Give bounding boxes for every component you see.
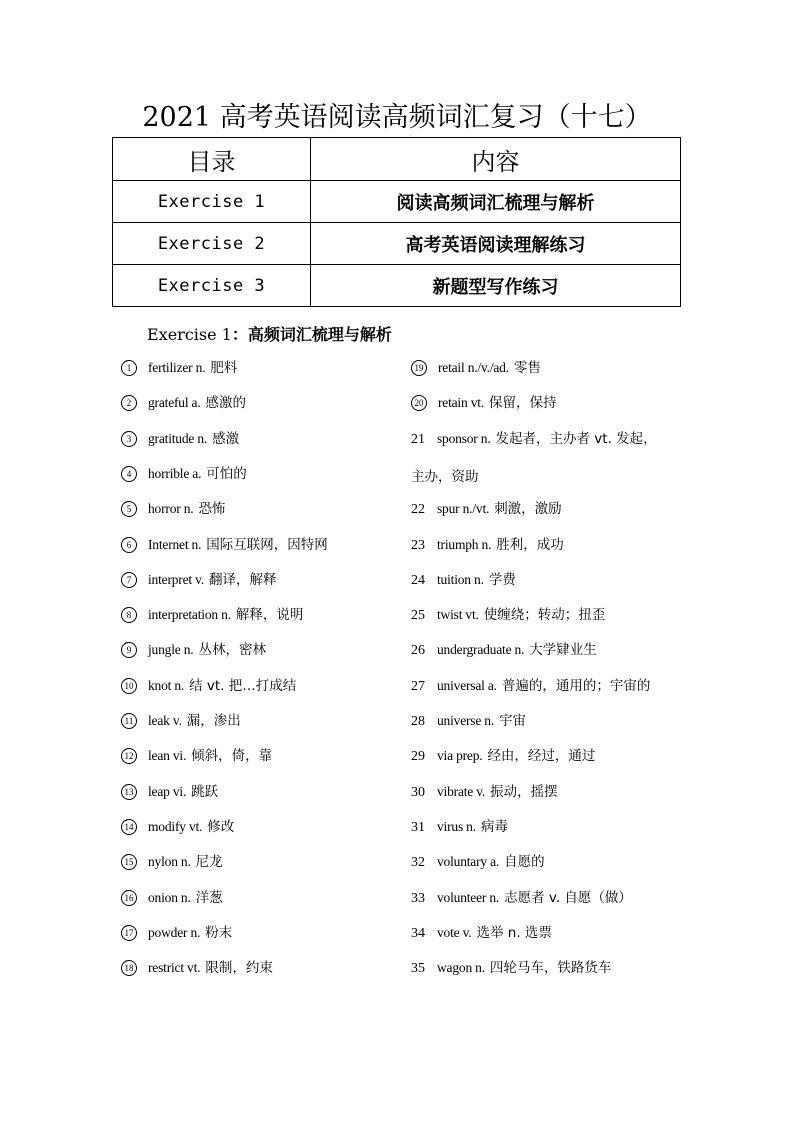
vocab-definition: 经由，经过，通过 xyxy=(487,748,596,765)
vocab-entry xyxy=(121,783,218,801)
vocab-entry xyxy=(411,359,541,377)
contents-header-content: 内容 xyxy=(311,138,681,181)
vocab-entry xyxy=(121,606,303,624)
vocab-entry xyxy=(411,959,611,978)
vocab-word: lean vi. xyxy=(148,748,187,764)
vocab-word: restrict vt. xyxy=(148,960,201,976)
vocab-word: horror n. xyxy=(148,501,194,517)
vocab-number: 4 xyxy=(121,466,137,482)
vocab-entry xyxy=(121,747,272,765)
vocab-word: knot n. xyxy=(148,677,185,693)
vocab-entry xyxy=(411,536,564,555)
vocab-definition: 倾斜，倚，靠 xyxy=(191,748,273,765)
vocab-entry xyxy=(411,394,556,412)
vocab-number: 14 xyxy=(121,819,137,835)
vocab-definition: 志愿者 v. 自愿（做） xyxy=(504,889,632,906)
vocab-number: 3 xyxy=(121,431,137,447)
vocab-word: grateful a. xyxy=(148,395,201,411)
vocab-number: 7 xyxy=(121,572,137,588)
vocab-definition: 感激的 xyxy=(205,395,247,412)
vocab-word: interpret v. xyxy=(148,571,204,587)
vocab-word: volunteer n. xyxy=(437,889,500,905)
vocab-definition: 胜利，成功 xyxy=(496,536,564,553)
vocab-definition: 学费 xyxy=(488,571,516,588)
vocab-definition: 保留，保持 xyxy=(488,395,557,412)
vocab-entry xyxy=(411,641,597,660)
vocab-definition: 振动，摇摆 xyxy=(490,783,558,800)
vocab-number: 16 xyxy=(121,890,137,906)
vocab-entry xyxy=(411,853,545,872)
exercise-content: 高考英语阅读理解练习 xyxy=(311,223,681,265)
vocab-number: 32 xyxy=(411,855,425,871)
vocab-entry xyxy=(411,818,508,837)
vocab-entry xyxy=(411,677,650,696)
vocab-entry xyxy=(121,465,247,483)
vocab-word: modify vt. xyxy=(148,818,203,834)
vocab-definition: 粉末 xyxy=(205,924,233,941)
vocab-definition: 选举 n. 选票 xyxy=(476,924,552,941)
vocab-number: 21 xyxy=(411,431,425,447)
vocab-definition: 结 vt. 把…打成结 xyxy=(189,677,297,694)
vocab-word: via prep. xyxy=(437,748,483,764)
vocab-number: 22 xyxy=(411,502,425,518)
vocab-definition: 零售 xyxy=(513,360,541,376)
vocab-word: onion n. xyxy=(148,889,191,905)
vocab-entry xyxy=(121,677,296,695)
vocab-number: 2 xyxy=(121,395,137,411)
exercise-name: Exercise 2 xyxy=(113,223,311,265)
section-label: Exercise 1 xyxy=(147,325,232,344)
vocab-word: retain vt. xyxy=(438,395,484,411)
vocab-definition: 解释，说明 xyxy=(235,607,304,624)
vocab-number: 15 xyxy=(121,854,137,870)
vocab-continuation: 主办，资助 xyxy=(411,468,479,485)
vocab-definition: 感激 xyxy=(212,430,240,447)
section-title: ：高频词汇梳理与解析 xyxy=(231,325,392,344)
vocab-word: tuition n. xyxy=(437,571,484,587)
vocab-entry xyxy=(411,500,562,519)
vocab-definition: 大学肄业生 xyxy=(529,642,597,659)
vocab-entry xyxy=(411,430,657,449)
vocab-entry xyxy=(411,712,526,731)
vocab-entry xyxy=(121,853,223,871)
vocab-word: leap vi. xyxy=(148,783,187,799)
vocab-word: interpretation n. xyxy=(148,607,231,623)
vocab-entry xyxy=(411,783,558,802)
vocab-number: 34 xyxy=(411,925,425,941)
vocab-definition: 病毒 xyxy=(480,818,508,835)
vocab-definition: 限制，约束 xyxy=(205,960,273,977)
vocab-definition: 洋葱 xyxy=(195,889,223,906)
vocab-number: 31 xyxy=(411,819,425,835)
vocab-entry xyxy=(121,712,241,730)
vocab-entry xyxy=(121,924,232,942)
vocab-entry xyxy=(121,394,246,412)
vocab-word: powder n. xyxy=(148,924,201,940)
vocab-definition: 普遍的，通用的；宇宙的 xyxy=(501,677,651,694)
vocab-entry xyxy=(121,889,223,907)
vocab-definition: 翻译，解释 xyxy=(208,571,277,588)
vocab-word: horrible a. xyxy=(148,465,202,481)
vocab-word: vote v. xyxy=(437,924,472,940)
vocab-definition: 修改 xyxy=(207,818,235,835)
vocab-word: triumph n. xyxy=(437,536,492,552)
vocab-definition: 尼龙 xyxy=(195,854,223,871)
vocab-word: leak v. xyxy=(148,713,182,728)
vocab-number: 33 xyxy=(411,890,425,906)
vocab-definition: 跳跃 xyxy=(191,783,219,800)
vocab-entry xyxy=(121,430,239,448)
vocab-number: 29 xyxy=(411,749,425,765)
vocab-entry xyxy=(121,536,328,554)
vocab-number: 18 xyxy=(121,960,137,976)
vocab-entry xyxy=(121,500,225,518)
vocab-word: universe n. xyxy=(437,713,495,728)
vocab-definition: 宇宙 xyxy=(499,713,527,729)
vocab-entry xyxy=(411,571,516,590)
vocab-entry xyxy=(411,747,595,766)
vocab-word: sponsor n. xyxy=(437,430,491,446)
vocab-number: 24 xyxy=(411,572,425,588)
vocab-definition: 恐怖 xyxy=(198,501,226,518)
vocab-entry xyxy=(411,606,605,625)
contents-header-index: 目录 xyxy=(113,138,311,181)
exercise-name: Exercise 1 xyxy=(113,181,311,223)
vocab-word: retail n./v./ad. xyxy=(438,360,509,375)
vocab-word: twist vt. xyxy=(437,607,479,623)
vocab-entry xyxy=(121,571,276,589)
vocab-entry xyxy=(411,889,632,908)
vocab-word: nylon n. xyxy=(148,854,191,870)
vocab-definition: 刺激，激励 xyxy=(494,501,562,518)
vocab-number: 8 xyxy=(121,607,137,623)
vocab-definition: 漏，渗出 xyxy=(186,713,241,729)
vocab-number: 12 xyxy=(121,748,137,764)
vocab-word: gratitude n. xyxy=(148,430,208,446)
vocab-entry xyxy=(121,959,273,977)
vocab-number: 26 xyxy=(411,643,425,659)
vocab-word: virus n. xyxy=(437,818,476,834)
vocab-entry xyxy=(121,818,234,836)
vocab-number: 11 xyxy=(121,713,137,729)
vocab-word: undergraduate n. xyxy=(437,642,525,658)
vocab-number: 5 xyxy=(121,501,137,517)
vocab-number: 23 xyxy=(411,537,425,553)
vocab-definition: 国际互联网，因特网 xyxy=(206,536,328,553)
vocab-word: universal a. xyxy=(437,677,497,693)
vocab-number: 27 xyxy=(411,678,425,694)
vocab-number: 10 xyxy=(121,678,137,694)
vocab-word: spur n./vt. xyxy=(437,501,490,517)
vocab-number: 35 xyxy=(411,961,425,977)
vocab-word: vibrate v. xyxy=(437,783,486,799)
vocab-number: 20 xyxy=(411,395,427,411)
vocab-word: voluntary a. xyxy=(437,854,500,870)
vocab-definition: 丛林，密林 xyxy=(198,642,266,659)
vocab-number: 28 xyxy=(411,714,425,729)
exercise-content: 新题型写作练习 xyxy=(311,265,681,307)
vocab-word: wagon n. xyxy=(437,960,485,976)
vocab-entry xyxy=(411,924,552,943)
vocab-word: jungle n. xyxy=(148,642,194,658)
vocab-number: 30 xyxy=(411,784,425,800)
vocab-definition: 使缠绕；转动；扭歪 xyxy=(483,607,606,624)
vocab-definition: 肥料 xyxy=(210,360,238,376)
vocab-word: Internet n. xyxy=(148,536,202,552)
exercise-name: Exercise 3 xyxy=(113,265,311,307)
vocab-number: 17 xyxy=(121,925,137,941)
vocab-number: 1 xyxy=(121,360,137,376)
vocab-word: fertilizer n. xyxy=(148,360,206,375)
vocab-definition: 可怕的 xyxy=(206,465,247,482)
vocab-definition: 自愿的 xyxy=(504,854,545,871)
vocab-number: 13 xyxy=(121,784,137,800)
vocab-entry xyxy=(121,359,237,377)
vocab-entry xyxy=(121,641,266,659)
vocab-number: 9 xyxy=(121,642,137,658)
vocab-definition: 发起者，主办者 vt. 发起， xyxy=(495,430,657,447)
vocab-number: 19 xyxy=(411,360,427,376)
vocab-definition: 四轮马车，铁路货车 xyxy=(489,960,612,977)
vocab-number: 25 xyxy=(411,608,425,624)
vocab-number: 6 xyxy=(121,537,137,553)
exercise-content: 阅读高频词汇梳理与解析 xyxy=(311,181,681,223)
page-title: 2021 高考英语阅读高频词汇复习（十七） xyxy=(142,102,652,133)
